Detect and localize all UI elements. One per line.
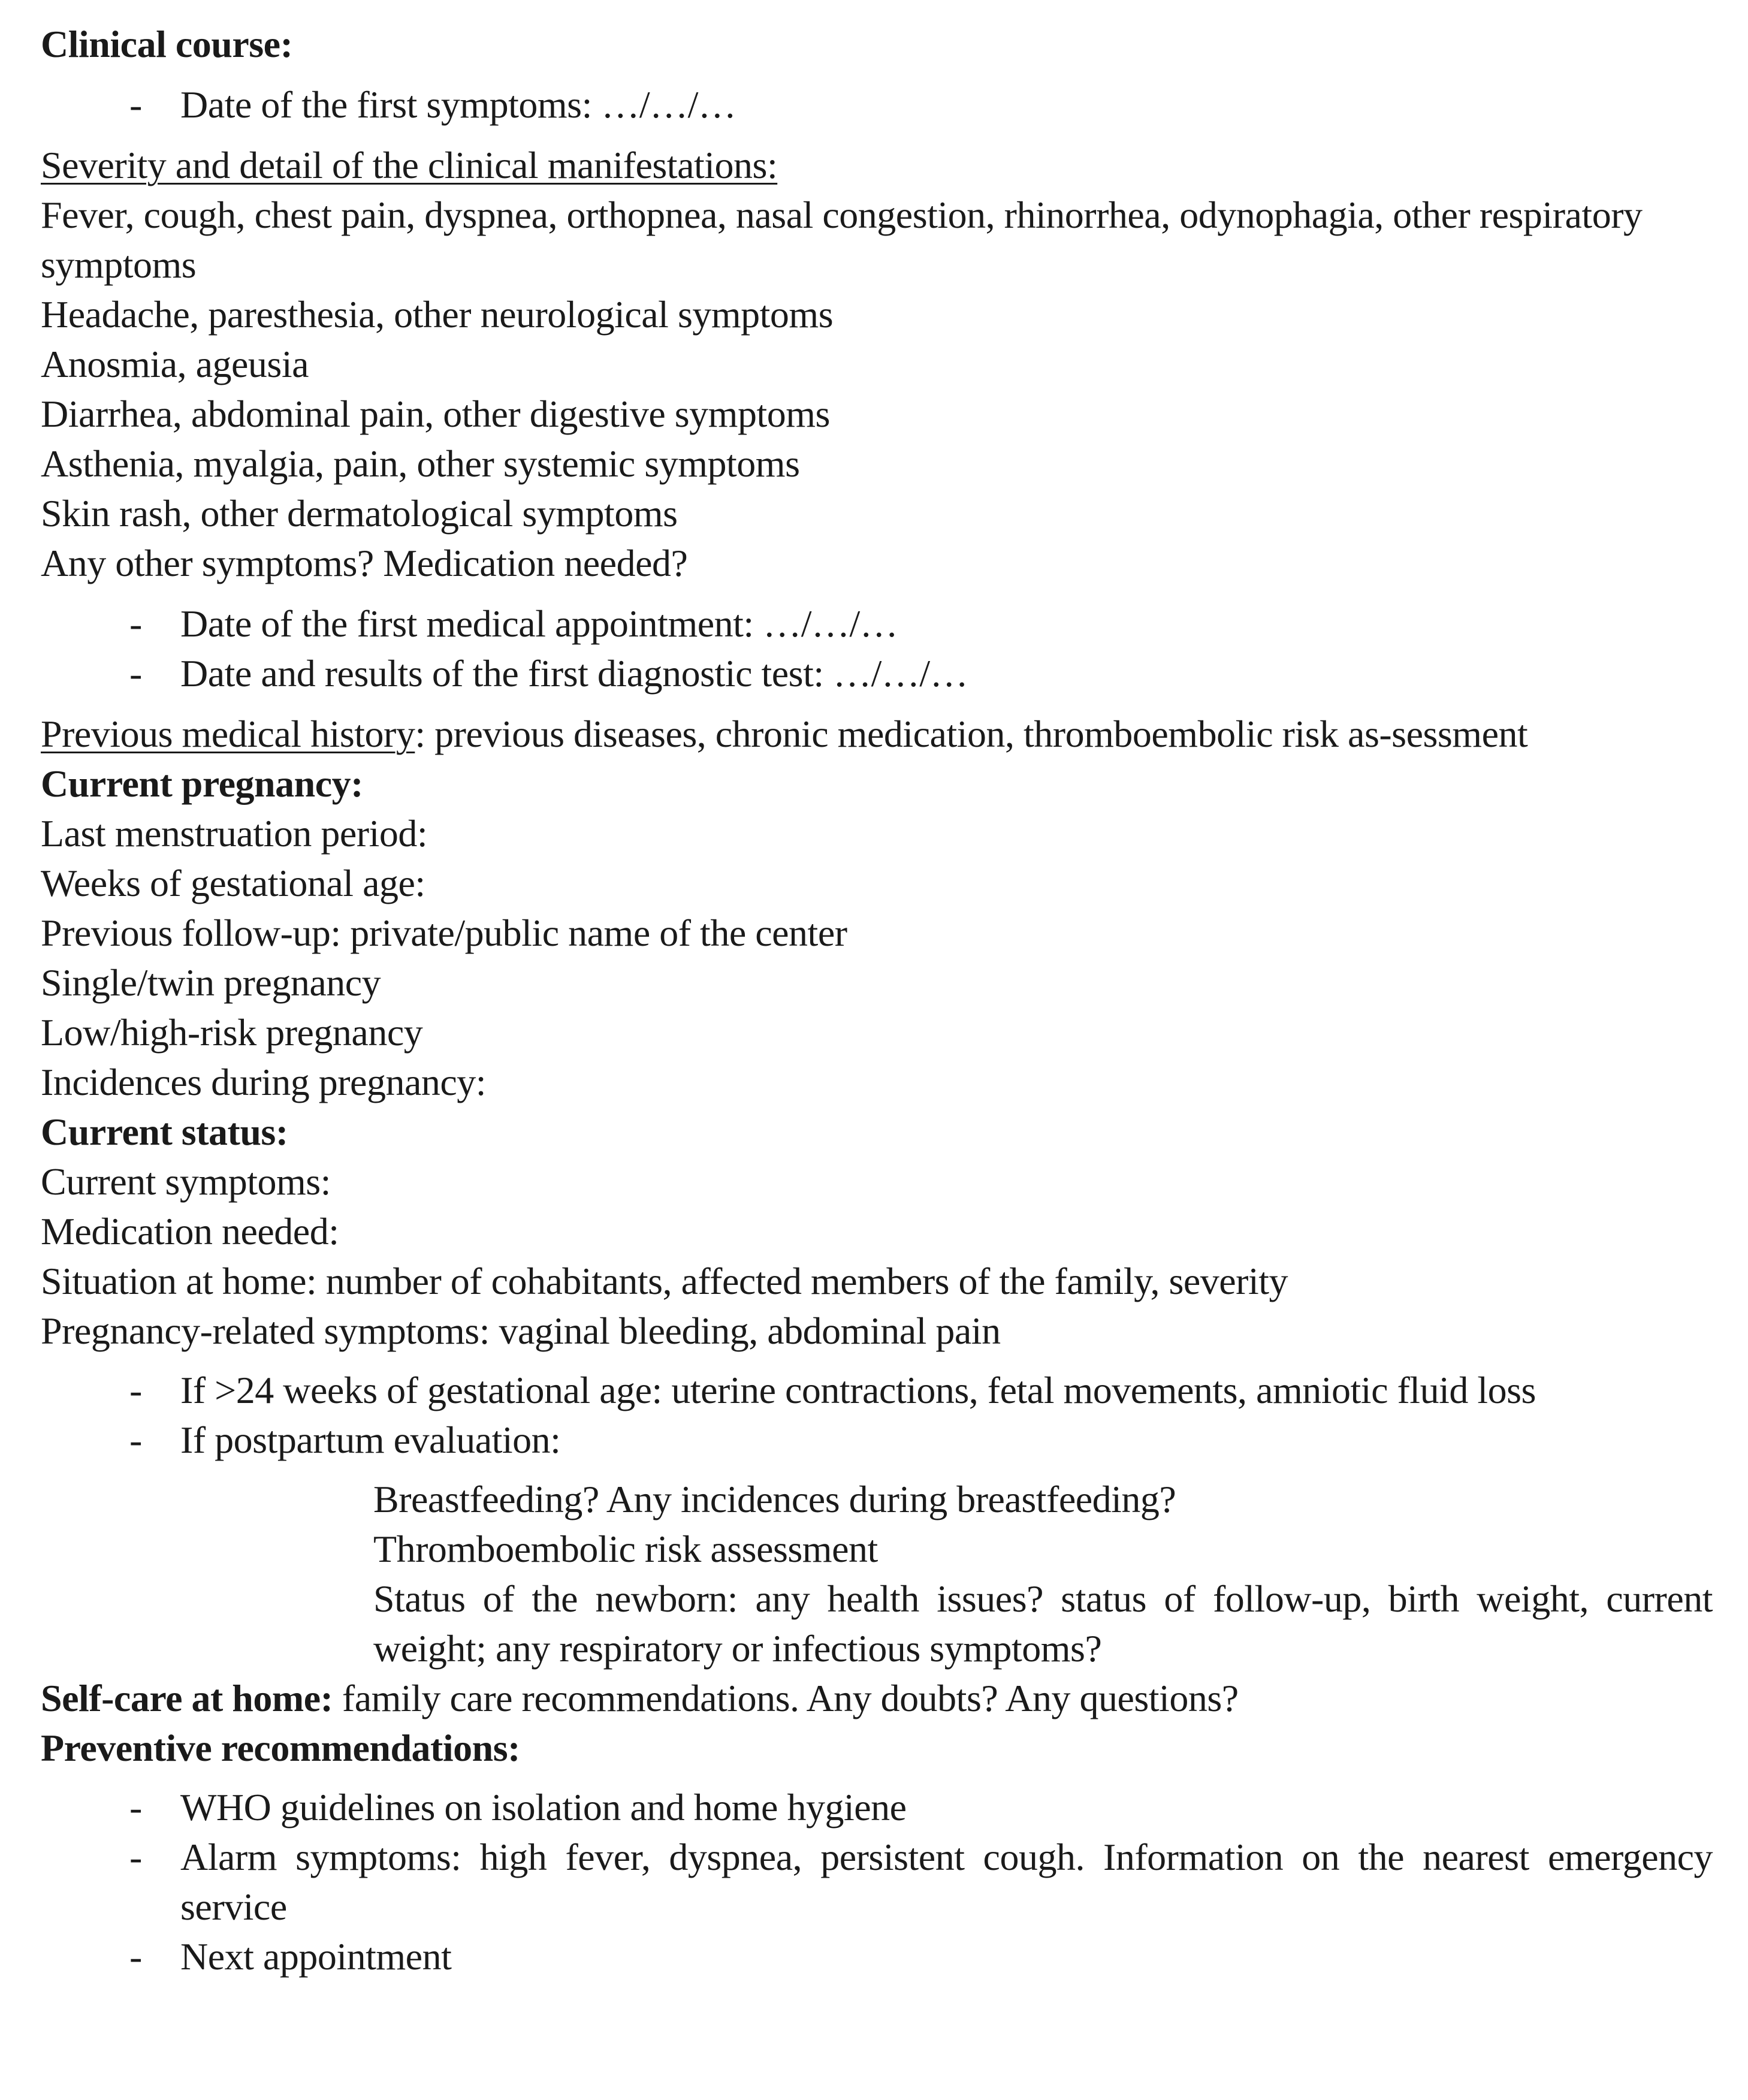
first-appointment-date: Date of the first medical appointment: …/…/…: [180, 602, 898, 645]
symptom-line: Anosmia, ageusia: [41, 343, 309, 385]
who-guidelines-text: WHO guidelines on isolation and home hygiene: [180, 1786, 907, 1829]
self-care-label: Self-care at home:: [41, 1677, 333, 1719]
list-item-first-appointment: [41, 599, 1713, 648]
dash-marker: -: [129, 602, 142, 645]
clinical-course-heading: Clinical course:: [41, 23, 293, 65]
status-line: Situation at home: number of cohabitants, affected members of the family, severity: [41, 1260, 1288, 1302]
previous-history-text: : previous diseases, chronic medication, thromboembolic risk as-sessment: [415, 713, 1528, 755]
symptom-line: Fever, cough, chest pain, dyspnea, orthopnea, nasal congestion, rhinorrhea, odynophagia, other respiratory symptoms: [41, 194, 1643, 286]
current-status-heading: Current status:: [41, 1111, 288, 1153]
current-pregnancy-heading: Current pregnancy:: [41, 762, 363, 805]
previous-history-paragraph: [41, 709, 1713, 759]
postpartum-item: Status of the newborn: any health issues? status of follow-up, birth weight, current weight; any respiratory or infectious symptoms?: [373, 1577, 1713, 1670]
pregnancy-line: Low/high-risk pregnancy: [41, 1011, 423, 1054]
dash-marker: -: [129, 1786, 142, 1829]
dash-marker: -: [129, 652, 142, 695]
dash-marker: -: [129, 1369, 142, 1411]
symptom-line: Diarrhea, abdominal pain, other digestive symptoms: [41, 393, 830, 435]
list-item-who-guidelines: [41, 1782, 1713, 1832]
severity-heading: Severity and detail of the clinical manifestations:: [41, 144, 778, 186]
postpartum-text: If postpartum evaluation:: [180, 1419, 561, 1461]
alarm-symptoms-text: Alarm symptoms: high fever, dyspnea, persistent cough. Information on the nearest emergency service: [180, 1836, 1713, 1928]
status-line: Medication needed:: [41, 1210, 339, 1253]
self-care-paragraph: [41, 1673, 1713, 1723]
dash-marker: -: [129, 83, 142, 126]
symptom-line: Any other symptoms? Medication needed?: [41, 542, 688, 584]
postpartum-item: Breastfeeding? Any incidences during breastfeeding?: [373, 1478, 1176, 1520]
list-item-over-24-weeks: [41, 1365, 1713, 1415]
symptom-line: Skin rash, other dermatological symptoms: [41, 492, 678, 535]
list-item-next-appointment: [41, 1932, 1713, 1981]
list-item-first-symptoms: [41, 80, 1713, 129]
preventive-heading: Preventive recommendations:: [41, 1727, 520, 1769]
dash-marker: -: [129, 1935, 142, 1978]
pregnancy-line: Single/twin pregnancy: [41, 961, 381, 1004]
postpartum-item: Thromboembolic risk assessment: [373, 1528, 878, 1570]
symptom-line: Headache, paresthesia, other neurological symptoms: [41, 293, 834, 336]
dash-marker: -: [129, 1836, 142, 1878]
previous-history-label: Previous medical history: [41, 713, 415, 755]
document: [41, 19, 1713, 1981]
next-appointment-text: Next appointment: [180, 1935, 452, 1978]
self-care-text: family care recommendations. Any doubts? Any questions?: [333, 1677, 1239, 1719]
symptom-line: Asthenia, myalgia, pain, other systemic symptoms: [41, 442, 800, 485]
pregnancy-line: Previous follow-up: private/public name of the center: [41, 912, 847, 954]
status-line: Pregnancy-related symptoms: vaginal bleeding, abdominal pain: [41, 1310, 1001, 1352]
list-item-first-test: [41, 648, 1713, 698]
pregnancy-line: Weeks of gestational age:: [41, 862, 425, 904]
first-symptoms-date: Date of the first symptoms: …/…/…: [180, 83, 736, 126]
list-item-postpartum: [41, 1415, 1713, 1465]
over-24-weeks-text: If >24 weeks of gestational age: uterine contractions, fetal movements, amniotic fluid loss: [180, 1369, 1536, 1411]
dash-marker: -: [129, 1419, 142, 1461]
pregnancy-line: Incidences during pregnancy:: [41, 1061, 487, 1103]
first-test-date: Date and results of the first diagnostic test: …/…/…: [180, 652, 968, 695]
status-line: Current symptoms:: [41, 1160, 331, 1203]
list-item-alarm-symptoms: [41, 1832, 1713, 1932]
pregnancy-line: Last menstruation period:: [41, 812, 428, 855]
